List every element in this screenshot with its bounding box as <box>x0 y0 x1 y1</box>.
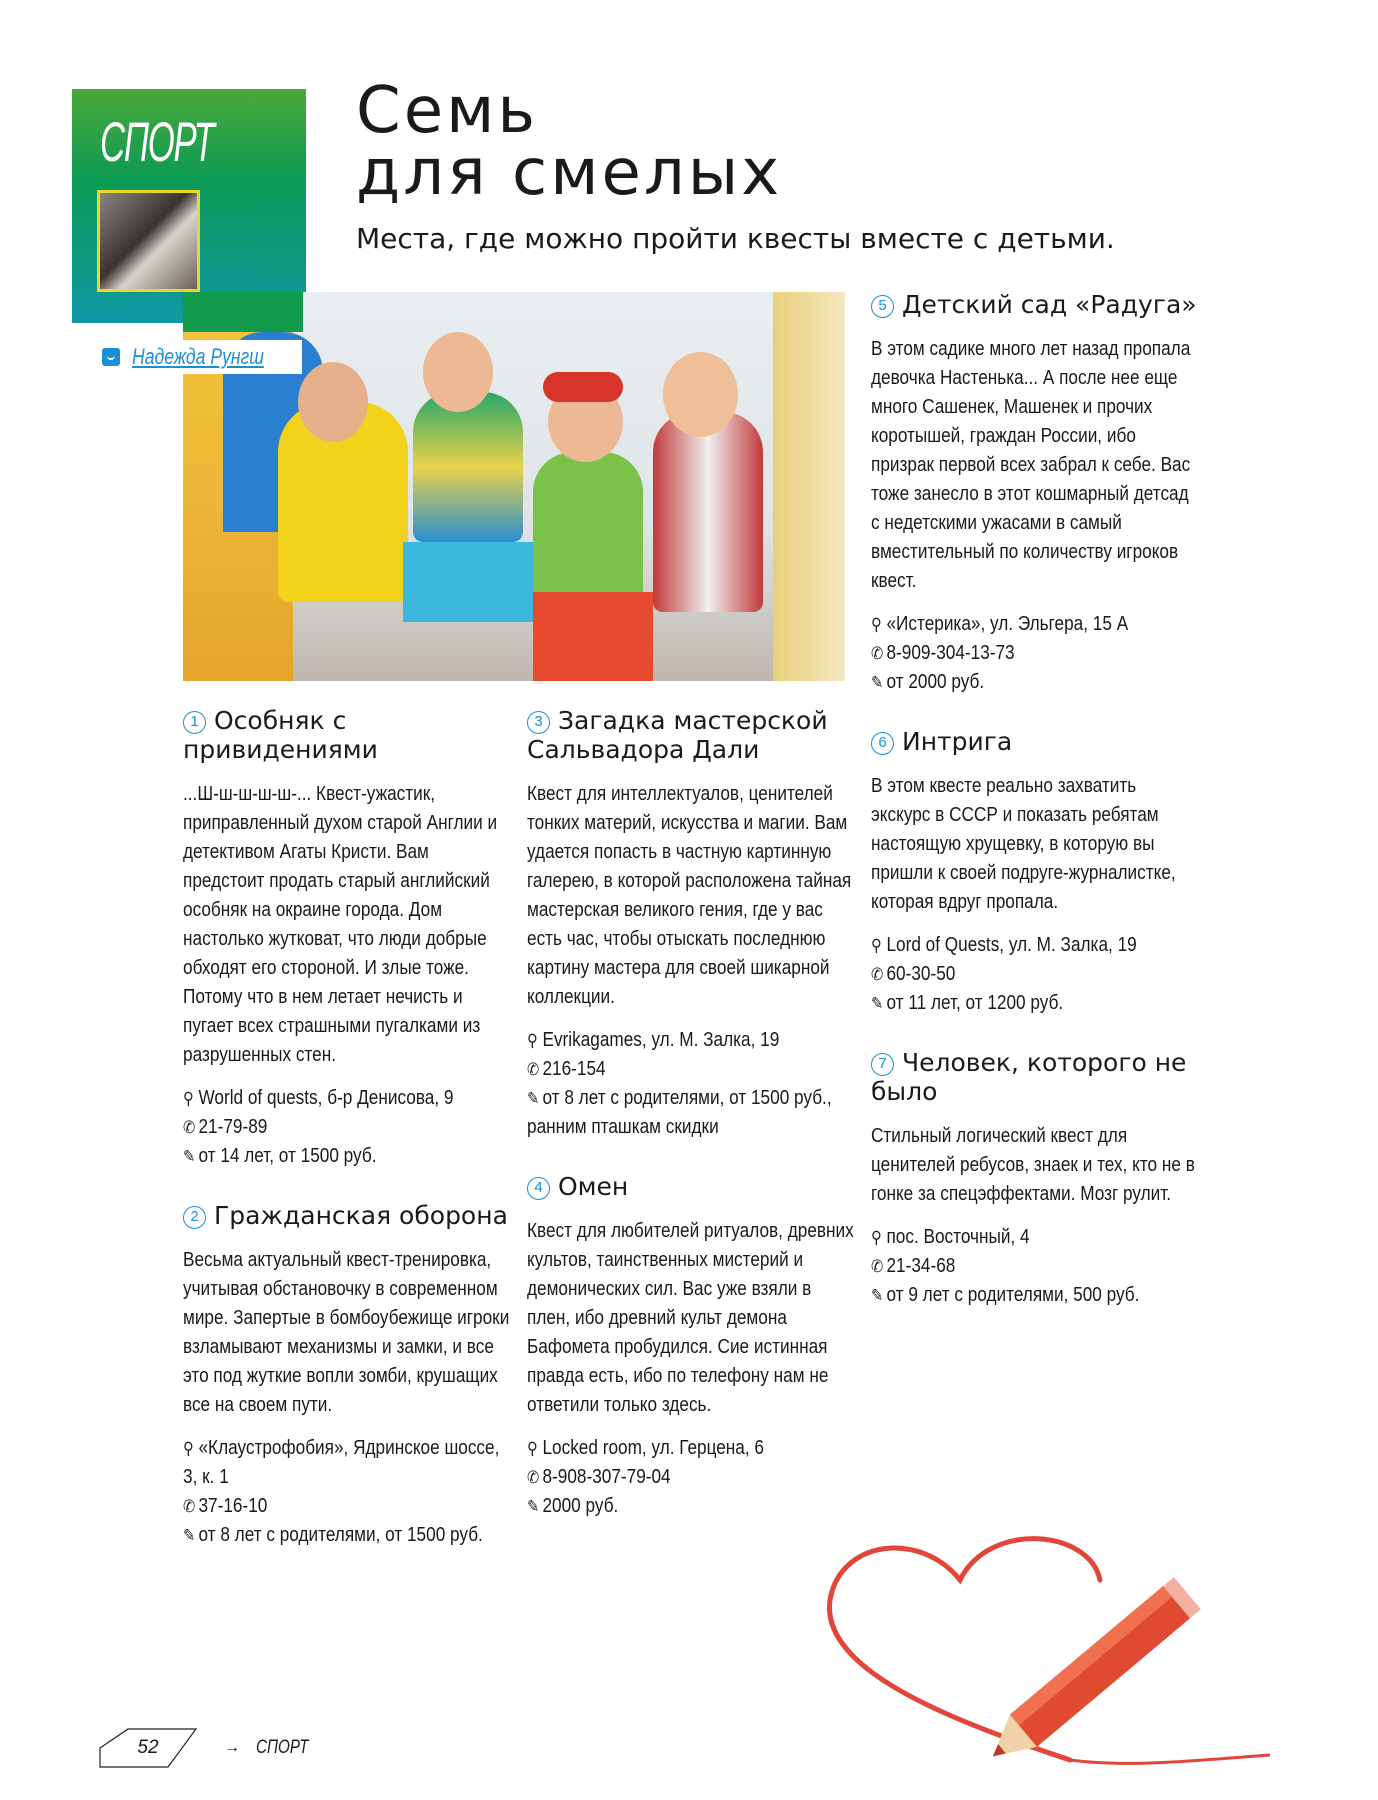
quest-description: В этом садике много лет назад пропала девочка Настенька... А после нее еще много Сашенек, Машенек и прочих коротышей, граждан России, ибо призрак первой всех забрал к себе. Вас тоже занесло в этот кошмарный детсад с недетскими ужасами в самый вместительный по количеству игроков квест. <box>871 338 1191 592</box>
quest-title-text: Интрига <box>902 727 1013 756</box>
quest-description: ...Ш-ш-ш-ш-ш-... Квест-ужастик, приправленный духом старой Англии и детективом Агаты Кристи. Вам предстоит продать старый английский особняк на окраине города. Дом настолько жутковат, что люди добрые обходят его стороной. И злые тоже. Потому что в нем летает нечисть и пугает всех страшными пугалками из разрушенных стен. <box>183 783 498 1066</box>
phone-icon: ✆ <box>871 644 884 663</box>
phone-icon: ✆ <box>871 1257 884 1276</box>
location-pin-icon: ⚲ <box>871 936 882 955</box>
quest-address: Locked room, ул. Герцена, 6 <box>542 1437 764 1459</box>
quest-number: 2 <box>183 1206 206 1229</box>
ticket-icon: ✎ <box>871 673 884 692</box>
quest-item <box>871 727 1201 1018</box>
quest-title-text: Человек, которого не было <box>871 1048 1187 1106</box>
location-pin-icon: ⚲ <box>527 1439 538 1458</box>
quest-description: Квест для любителей ритуалов, древних культов, таинственных мистерий и демонических сил. Вас уже взяли в плен, ибо древний культ демона Бафомета пробудился. Сие истинная правда есть, ибо по телефону нам не ответили только здесь. <box>527 1220 854 1416</box>
quest-price: от 9 лет с родителями, 500 руб. <box>886 1284 1140 1306</box>
quest-price: от 8 лет с родителями, от 1500 руб. <box>198 1524 483 1546</box>
column-2 <box>527 706 857 1551</box>
quest-title <box>871 1048 1201 1106</box>
quest-address: Evrikagames, ул. М. Залка, 19 <box>542 1029 780 1051</box>
section-badge <box>72 89 306 323</box>
quest-item <box>183 1201 513 1550</box>
ticket-icon: ✎ <box>527 1497 540 1516</box>
subtitle: Места, где можно пройти квесты вместе с детьми. <box>356 222 1115 255</box>
quest-title <box>871 290 1201 319</box>
quest-title-text: Омен <box>558 1172 629 1201</box>
quest-address: World of quests, б-р Денисова, 9 <box>198 1087 454 1109</box>
column-1 <box>183 706 513 1580</box>
quest-phone: 8-908-307-79-04 <box>542 1466 671 1488</box>
rubric-label: СПОРТ <box>100 110 214 173</box>
quest-phone: 60-30-50 <box>886 963 956 985</box>
quest-price: от 14 лет, от 1500 руб. <box>198 1145 377 1167</box>
quest-phone: 8-909-304-13-73 <box>886 642 1015 664</box>
quest-phone: 21-79-89 <box>198 1116 268 1138</box>
location-pin-icon: ⚲ <box>183 1439 194 1458</box>
page-title <box>356 74 783 210</box>
quest-price: от 11 лет, от 1200 руб. <box>886 992 1064 1014</box>
location-pin-icon: ⚲ <box>871 615 882 634</box>
quest-phone: 216-154 <box>542 1058 606 1080</box>
quest-price: от 2000 руб. <box>886 671 985 693</box>
quest-number: 3 <box>527 711 550 734</box>
phone-icon: ✆ <box>527 1468 540 1487</box>
quest-phone: 37-16-10 <box>198 1495 268 1517</box>
ticket-icon: ✎ <box>183 1526 196 1545</box>
quest-number: 5 <box>871 295 894 318</box>
quest-phone: 21-34-68 <box>886 1255 956 1277</box>
quest-item <box>871 290 1201 697</box>
author-link[interactable]: Надежда Рунгш <box>132 344 264 369</box>
page-footer <box>98 1727 321 1769</box>
heart-pencil-illustration <box>800 1520 1280 1780</box>
quest-title-text: Гражданская оборона <box>214 1201 508 1230</box>
quest-item <box>527 1172 857 1521</box>
quest-price: 2000 руб. <box>542 1495 619 1517</box>
quest-price: от 8 лет с родителями, от 1500 руб., ранним пташкам скидки <box>527 1087 832 1138</box>
ticket-icon: ✎ <box>871 994 884 1013</box>
quest-item <box>871 1048 1201 1310</box>
phone-icon: ✆ <box>183 1118 196 1137</box>
quest-number: 7 <box>871 1053 894 1076</box>
phone-icon: ✆ <box>871 965 884 984</box>
title-line-2: для смелых <box>356 136 783 210</box>
phone-icon: ✆ <box>527 1060 540 1079</box>
quest-item <box>527 706 857 1142</box>
quest-title <box>527 1172 857 1201</box>
author-icon <box>102 348 120 366</box>
page-number-badge <box>98 1727 198 1769</box>
quest-title <box>183 1201 513 1230</box>
quest-title <box>527 706 857 764</box>
quest-title-text: Особняк с привидениями <box>183 706 378 764</box>
location-pin-icon: ⚲ <box>871 1228 882 1247</box>
page-number: 52 <box>137 1737 159 1758</box>
quest-number: 1 <box>183 711 206 734</box>
title-line-1: Семь <box>356 74 539 148</box>
arrow-right-icon: → <box>224 1739 240 1756</box>
quest-description: В этом квесте реально захватить экскурс в СССР и показать ребятам настоящую хрущевку, в которую вы пришли к своей подруге-журналистке, которая вдруг пропала. <box>871 775 1176 913</box>
location-pin-icon: ⚲ <box>527 1031 538 1050</box>
footer-section-label: СПОРТ <box>256 1737 309 1758</box>
author-photo <box>97 190 200 292</box>
column-3 <box>871 290 1201 1340</box>
quest-title <box>871 727 1201 756</box>
quest-address: Lord of Quests, ул. М. Залка, 19 <box>886 934 1137 956</box>
quest-number: 4 <box>527 1177 550 1200</box>
quest-item <box>183 706 513 1171</box>
quest-description: Квест для интеллектуалов, ценителей тонких материй, искусства и магии. Вам удается попасть в частную картинную галерею, в которой расположена тайная мастерская великого гения, где у вас есть час, чтобы отыскать последнюю картину мастера для своей шикарной коллекции. <box>527 783 852 1008</box>
phone-icon: ✆ <box>183 1497 196 1516</box>
quest-number: 6 <box>871 732 894 755</box>
ticket-icon: ✎ <box>183 1147 196 1166</box>
quest-title-text: Загадка мастерской Сальвадора Дали <box>527 706 828 764</box>
quest-title-text: Детский сад «Радуга» <box>902 290 1197 319</box>
quest-address: «Истерика», ул. Эльгера, 15 А <box>886 613 1129 635</box>
ticket-icon: ✎ <box>871 1286 884 1305</box>
quest-address: пос. Восточный, 4 <box>886 1226 1030 1248</box>
location-pin-icon: ⚲ <box>183 1089 194 1108</box>
ticket-icon: ✎ <box>527 1089 540 1108</box>
quest-description: Весьма актуальный квест-тренировка, учитывая обстановочку в современном мире. Запертые в бомбоубежище игроки взламывают механизмы и замки, и все это под жуткие вопли зомби, крушащих все на своем пути. <box>183 1249 510 1416</box>
quest-description: Стильный логический квест для ценителей ребусов, знаек и тех, кто не в гонке за спецэффектами. Мозг рулит. <box>871 1125 1195 1205</box>
quest-title <box>183 706 513 764</box>
author-byline <box>98 340 302 374</box>
quest-address: «Клаустрофобия», Ядринское шоссе, 3, к. 1 <box>183 1437 500 1488</box>
